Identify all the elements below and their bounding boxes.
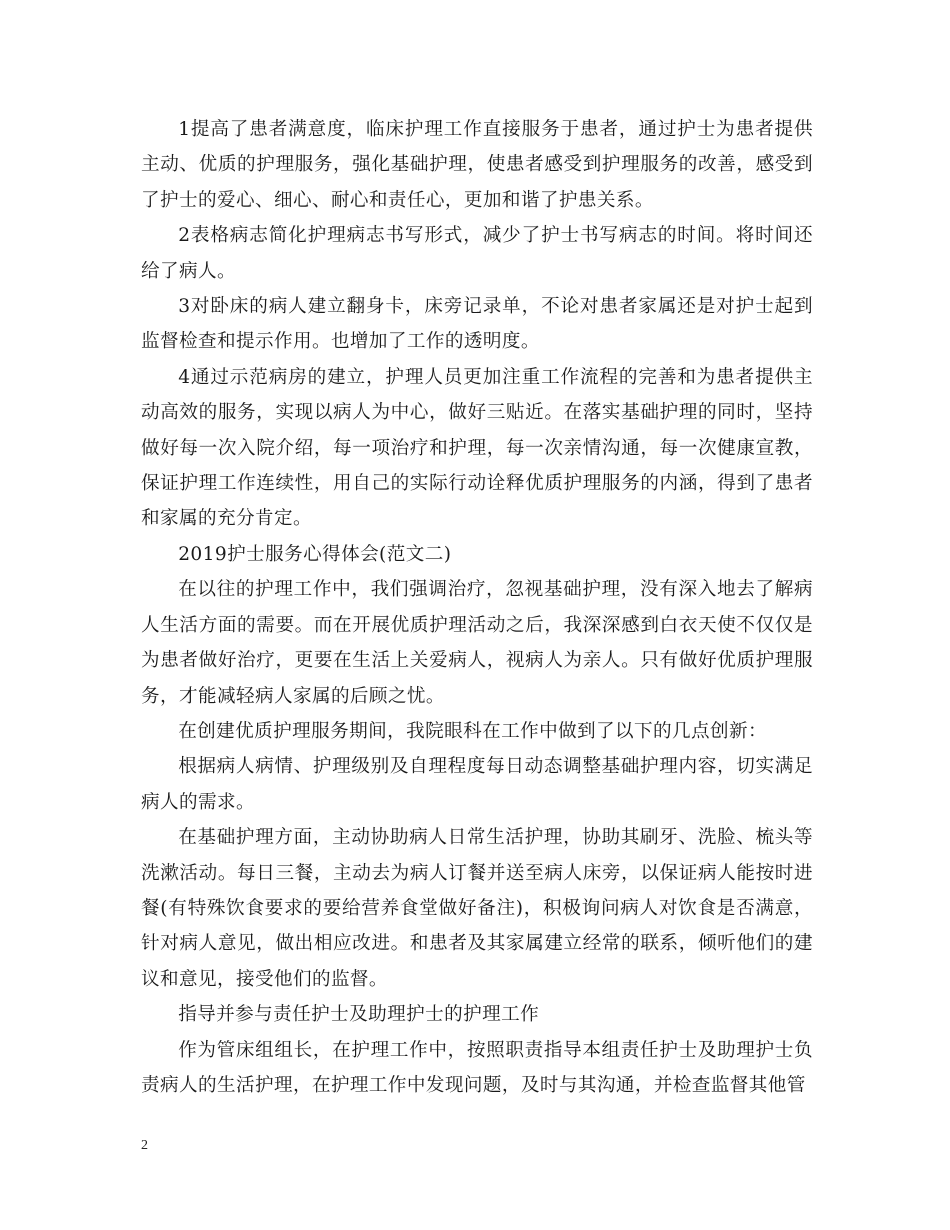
paragraph-6: 在以往的护理工作中，我们强调治疗，忽视基础护理，没有深入地去了解病人生活方面的需要。而在开展优质护理活动之后，我深深感到白衣天使不仅仅是为患者做好治疗，更要在生活上关爱病人，视病人为亲人。只有做好优质护理服务，才能减轻病人家属的后顾之忧。 (141, 579, 813, 707)
section-heading: 2019护士服务心得体会(范文二) (178, 543, 452, 565)
paragraph-8: 根据病人病情、护理级别及自理程度每日动态调整基础护理内容，切实满足病人的需求。 (141, 756, 813, 813)
paragraph-9: 在基础护理方面，主动协助病人日常生活护理，协助其刷牙、洗脸、梳头等洗漱活动。每日三餐，主动去为病人订餐并送至病人床旁，以保证病人能按时进餐(有特殊饮食要求的要给营养食堂做好备注)，积极询问病人对饮食是否满意，针对病人意见，做出相应改进。和患者及其家属建立经常的联系，倾听他们的建议和意见，接受他们的监督。 (141, 827, 813, 990)
paragraph-2: 2表格病志简化护理病志书写形式，减少了护士书写病志的时间。将时间还给了病人。 (141, 225, 813, 282)
paragraph-11: 作为管床组组长，在护理工作中，按照职责指导本组责任护士及助理护士负责病人的生活护理，在护理工作中发现问题，及时与其沟通，并检查监督其他管 (141, 1039, 813, 1096)
paragraph-3: 3对卧床的病人建立翻身卡，床旁记录单，不论对患者家属还是对护士起到监督检查和提示作用。也增加了工作的透明度。 (141, 296, 813, 353)
paragraph-4: 4通过示范病房的建立，护理人员更加注重工作流程的完善和为患者提供主动高效的服务，实现以病人为中心，做好三贴近。在落实基础护理的同时，坚持做好每一次入院介绍，每一项治疗和护理，每一次亲情沟通，每一次健康宣教，保证护理工作连续性，用自己的实际行动诠释优质护理服务的内涵，得到了患者和家属的充分肯定。 (141, 366, 813, 530)
page-number: 2 (141, 1138, 148, 1153)
paragraph-7: 在创建优质护理服务期间，我院眼科在工作中做到了以下的几点创新： (178, 720, 767, 742)
paragraph-1: 1提高了患者满意度，临床护理工作直接服务于患者，通过护士为患者提供主动、优质的护理服务，强化基础护理，使患者感受到护理服务的改善，感受到了护士的爱心、细心、耐心和责任心，更加和谐了护患关系。 (141, 119, 813, 211)
subheading: 指导并参与责任护士及助理护士的护理工作 (178, 1004, 540, 1026)
document-body (141, 112, 813, 1103)
